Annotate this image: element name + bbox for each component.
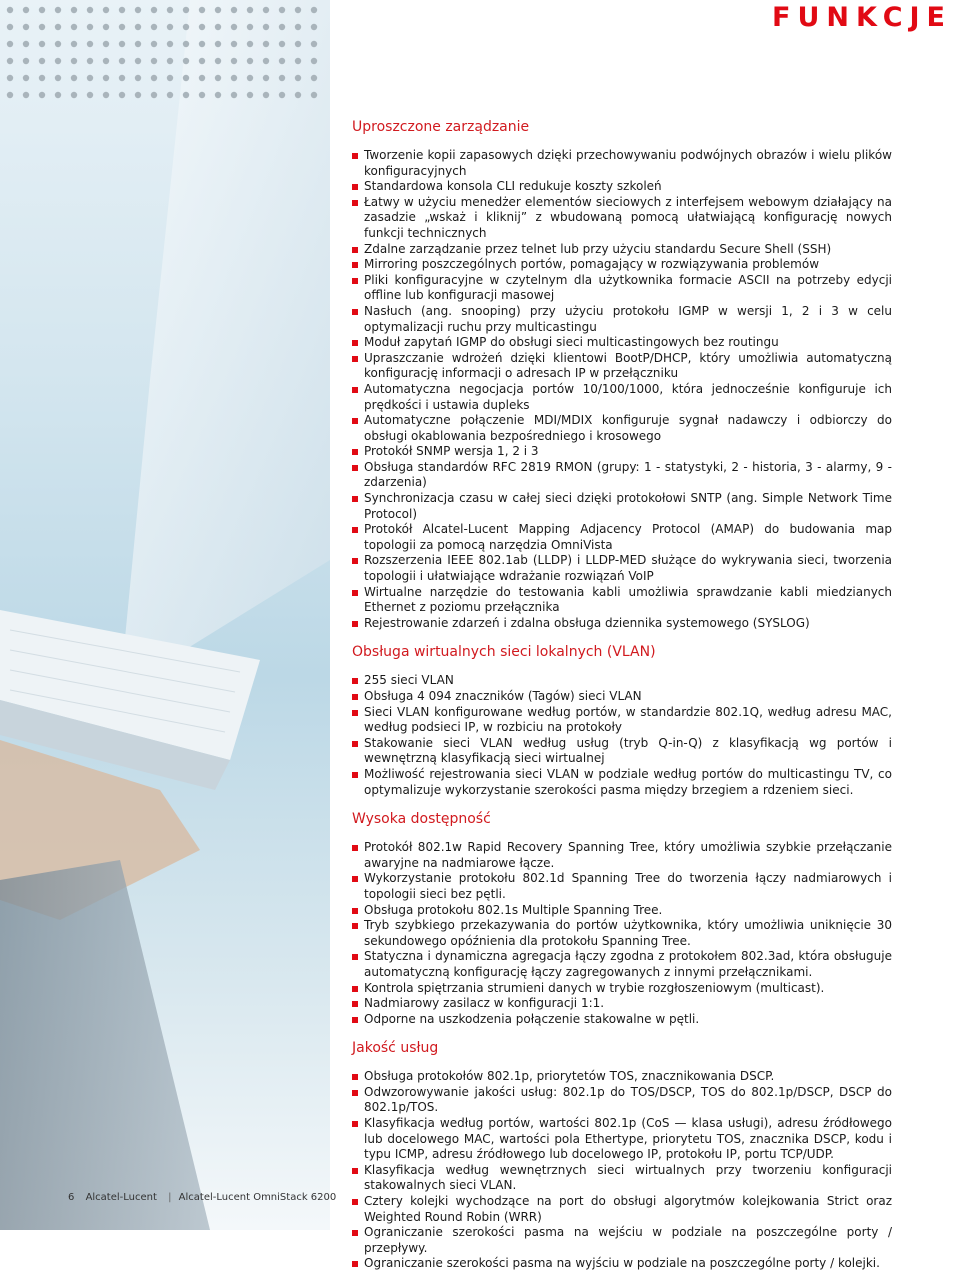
list-item: Rozszerzenia IEEE 802.1ab (LLDP) i LLDP-MED służące do wykrywania sieci, tworzenia topologii i ułatwiające wdrażanie rozwiązań VoIP xyxy=(352,553,892,584)
list-item: Cztery kolejki wychodzące na port do obsługi algorytmów kolejkowania Strict oraz Weighted Round Robin (WRR) xyxy=(352,1194,892,1225)
availability-list xyxy=(352,840,892,1027)
list-item: Protokół 802.1w Rapid Recovery Spanning Tree, który umożliwia szybkie przełączanie awaryjne na nadmiarowe łącze. xyxy=(352,840,892,871)
list-item: Upraszczanie wdrożeń dzięki klientowi BootP/DHCP, który umożliwia automatyczną konfigurację informacji o adresach IP w przełączniku xyxy=(352,351,892,382)
list-item: Nasłuch (ang. snooping) przy użyciu protokołu IGMP w wersji 1, 2 i 3 w celu optymalizacji ruchu przy multicastingu xyxy=(352,304,892,335)
list-item: Obsługa standardów RFC 2819 RMON (grupy: 1 - statystyki, 2 - historia, 3 - alarmy, 9 - zdarzenia) xyxy=(352,460,892,491)
list-item: Standardowa konsola CLI redukuje koszty szkoleń xyxy=(352,179,892,195)
list-item: Protokół SNMP wersja 1, 2 i 3 xyxy=(352,444,892,460)
list-item: Ograniczanie szerokości pasma na wejściu w podziale na poszczególne porty / przepływy. xyxy=(352,1225,892,1256)
list-item: Protokół Alcatel-Lucent Mapping Adjacency Protocol (AMAP) do budowania map topologii za pomocą narzędzia OmniVista xyxy=(352,522,892,553)
laptop-illustration xyxy=(0,0,330,1230)
list-item: Statyczna i dynamiczna agregacja łączy zgodna z protokołem 802.3ad, która obsługuje automatyczną konfigurację łączy zagregowanych z innymi przełącznikami. xyxy=(352,949,892,980)
section-title-qos: Jakość usług xyxy=(352,1040,439,1057)
page-heading: FUNKCJE xyxy=(772,2,952,33)
list-item: Tryb szybkiego przekazywania do portów użytkownika, który umożliwia uniknięcie 30 sekundowego opóźnienia dla protokołu Spanning Tree. xyxy=(352,918,892,949)
footer-separator: | xyxy=(168,1192,172,1203)
list-item: Ograniczanie szerokości pasma na wyjściu w podziale na poszczególne porty / kolejki. xyxy=(352,1256,892,1272)
section-title-management: Uproszczone zarządzanie xyxy=(352,119,530,135)
list-item: Obsługa protokołów 802.1p, priorytetów TOS, znacznikowania DSCP. xyxy=(352,1069,892,1085)
list-item: Możliwość rejestrowania sieci VLAN w podziale według portów do multicastingu TV, co optymalizuje wykorzystanie szerokości pasma między brzegiem a rdzeniem sieci. xyxy=(352,767,892,798)
dot-pattern xyxy=(0,0,330,100)
list-item: Obsługa 4 094 znaczników (Tagów) sieci VLAN xyxy=(352,689,892,705)
hero-photo xyxy=(0,0,330,1230)
list-item: Zdalne zarządzanie przez telnet lub przy użyciu standardu Secure Shell (SSH) xyxy=(352,242,892,258)
features-content xyxy=(352,118,892,1284)
footer-brand: Alcatel-Lucent xyxy=(85,1192,157,1203)
page-number: 6 xyxy=(68,1192,75,1203)
page-footer xyxy=(68,1192,344,1203)
list-item: Sieci VLAN konfigurowane według portów, w standardzie 802.1Q, według adresu MAC, według podsieci IP, w rozbiciu na protokoły xyxy=(352,705,892,736)
list-item: Łatwy w użyciu menedżer elementów sieciowych z interfejsem webowym działający na zasadzie „wskaż i kliknij” z wbudowaną pomocą ułatwiającą konfigurację nowych funkcji technicznych xyxy=(352,195,892,242)
section-title-vlan: Obsługa wirtualnych sieci lokalnych (VLAN) xyxy=(352,644,656,661)
list-item: Rejestrowanie zdarzeń i zdalna obsługa dziennika systemowego (SYSLOG) xyxy=(352,616,892,632)
list-item: Odwzorowywanie jakości usług: 802.1p do TOS/DSCP, TOS do 802.1p/DSCP, DSCP do 802.1p/TOS. xyxy=(352,1085,892,1116)
vlan-list xyxy=(352,673,892,798)
list-item: Wirtualne narzędzie do testowania kabli umożliwia sprawdzanie kabli miedzianych Ethernet z poziomu przełącznika xyxy=(352,585,892,616)
section-title-availability: Wysoka dostępność xyxy=(352,811,491,828)
list-item: Wykorzystanie protokołu 802.1d Spanning Tree do tworzenia łączy nadmiarowych i topologii sieci bez pętli. xyxy=(352,871,892,902)
list-item: Kontrola spiętrzania strumieni danych w trybie rozgłoszeniowym (multicast). xyxy=(352,981,892,997)
qos-list xyxy=(352,1069,892,1272)
management-list xyxy=(352,148,892,631)
list-item: Automatyczne połączenie MDI/MDIX konfiguruje sygnał nadawczy i odbiorczy do obsługi okablowania bezpośredniego i krosowego xyxy=(352,413,892,444)
list-item: Pliki konfiguracyjne w czytelnym dla użytkownika formacie ASCII na potrzeby edycji offline lub konfiguracji masowej xyxy=(352,273,892,304)
list-item: Klasyfikacja według portów, wartości 802.1p (CoS — klasa usługi), adresu źródłowego lub docelowego MAC, wartości pola Ethertype, priorytetu TOS, znacznika DSCP, kodu i typu ICMP, adresu źródłowego lub docelowego IP, protokołu IP, portu TCP/UDP. xyxy=(352,1116,892,1163)
list-item: Moduł zapytań IGMP do obsługi sieci multicastingowych bez routingu xyxy=(352,335,892,351)
list-item: 255 sieci VLAN xyxy=(352,673,892,689)
footer-product: Alcatel-Lucent OmniStack 6200 xyxy=(178,1192,337,1203)
list-item: Mirroring poszczególnych portów, pomagający w rozwiązywania problemów xyxy=(352,257,892,273)
list-item: Klasyfikacja według wewnętrznych sieci wirtualnych przy tworzeniu konfiguracji stakowalnych sieci VLAN. xyxy=(352,1163,892,1194)
list-item: Stakowanie sieci VLAN według usług (tryb Q-in-Q) z klasyfikacją wg portów i wewnętrzną klasyfikacją sieci wirtualnej xyxy=(352,736,892,767)
list-item: Synchronizacja czasu w całej sieci dzięki protokołowi SNTP (ang. Simple Network Time Protocol) xyxy=(352,491,892,522)
list-item: Obsługa protokołu 802.1s Multiple Spanning Tree. xyxy=(352,903,892,919)
list-item: Nadmiarowy zasilacz w konfiguracji 1:1. xyxy=(352,996,892,1012)
list-item: Odporne na uszkodzenia połączenie stakowalne w pętli. xyxy=(352,1012,892,1028)
list-item: Tworzenie kopii zapasowych dzięki przechowywaniu podwójnych obrazów i wielu plików konfiguracyjnych xyxy=(352,148,892,179)
list-item: Automatyczna negocjacja portów 10/100/1000, która jednocześnie konfiguruje ich prędkości i ustawia dupleks xyxy=(352,382,892,413)
